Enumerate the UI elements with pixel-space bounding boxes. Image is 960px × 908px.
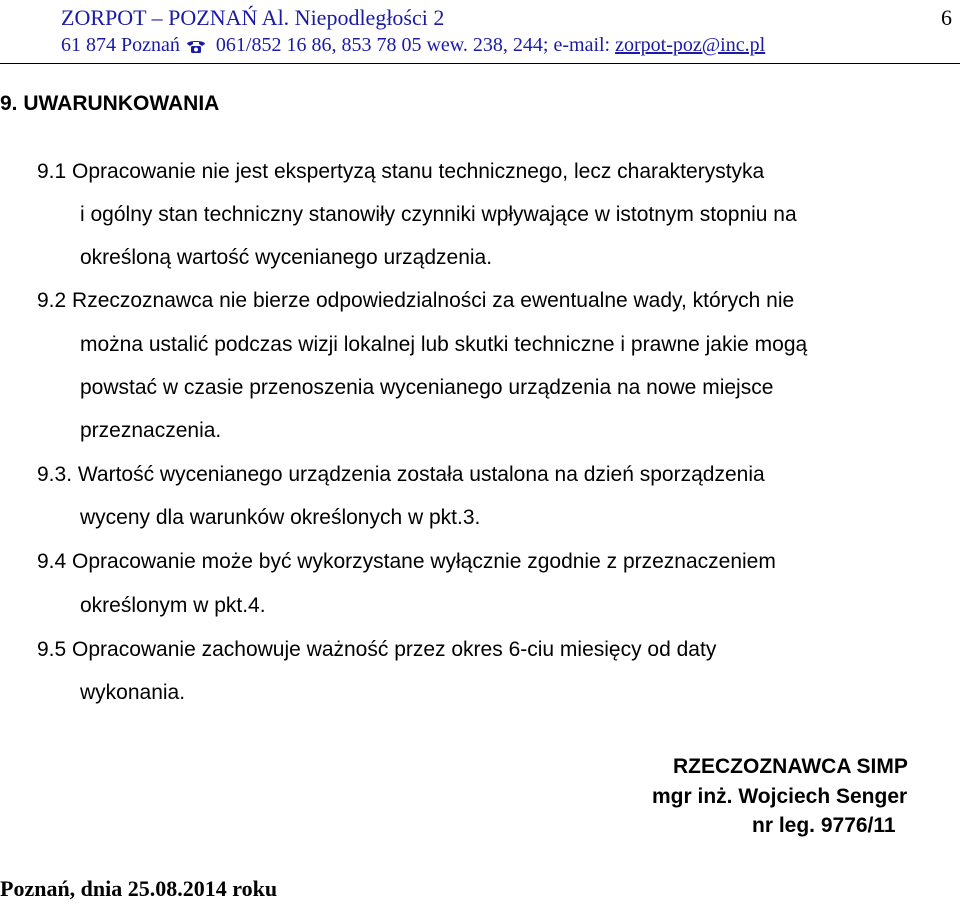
- paragraph-line: 9.4 Opracowanie może być wykorzystane wyłącznie zgodnie z przeznaczeniem: [37, 550, 776, 573]
- paragraph-line: 9.3. Wartość wycenianego urządzenia została ustalona na dzień sporządzenia: [37, 463, 765, 486]
- section-title: 9. UWARUNKOWANIA: [0, 92, 220, 115]
- letterhead-contact: [61, 34, 765, 60]
- paragraph-line: przeznaczenia.: [80, 419, 222, 442]
- paragraph-line: 9.5 Opracowanie zachowuje ważność przez okres 6-ciu miesięcy od daty: [37, 638, 717, 661]
- paragraph-line: wyceny dla warunków określonych w pkt.3.: [80, 506, 481, 529]
- header-rule: [0, 63, 960, 64]
- paragraph-line: 9.2 Rzeczoznawca nie bierze odpowiedzialności za ewentualne wady, których nie: [37, 289, 795, 312]
- signature-title: RZECZOZNAWCA SIMP: [673, 755, 908, 778]
- letterhead-company: ZORPOT – POZNAŃ Al. Niepodległości 2: [61, 5, 445, 30]
- telephone-icon: [185, 37, 207, 60]
- paragraph-line: i ogólny stan techniczny stanowiły czynniki wpływające w istotnym stopniu na: [80, 203, 797, 226]
- paragraph-line: 9.1 Opracowanie nie jest ekspertyzą stanu technicznego, lecz charakterystyka: [37, 160, 765, 183]
- letterhead-phones: 061/852 16 86, 853 78 05 wew. 238, 244; e-mail:: [215, 34, 616, 56]
- letterhead-address: 61 874 Poznań: [61, 34, 180, 56]
- paragraph-line: określonym w pkt.4.: [80, 594, 266, 617]
- signature-name: mgr inż. Wojciech Senger: [652, 785, 908, 808]
- paragraph-line: powstać w czasie przenoszenia wycenianego urządzenia na nowe miejsce: [80, 376, 774, 399]
- paragraph-line: można ustalić podczas wizji lokalnej lub skutki techniczne i prawne jakie mogą: [80, 333, 808, 356]
- place-and-date: Poznań, dnia 25.08.2014 roku: [0, 876, 278, 901]
- email-link[interactable]: zorpot-poz@inc.pl: [615, 34, 766, 56]
- page-number: 6: [941, 5, 952, 30]
- paragraph-line: wykonania.: [80, 681, 186, 704]
- paragraph-line: określoną wartość wycenianego urządzenia.: [80, 246, 493, 269]
- signature-reg-number: nr leg. 9776/11: [752, 814, 896, 837]
